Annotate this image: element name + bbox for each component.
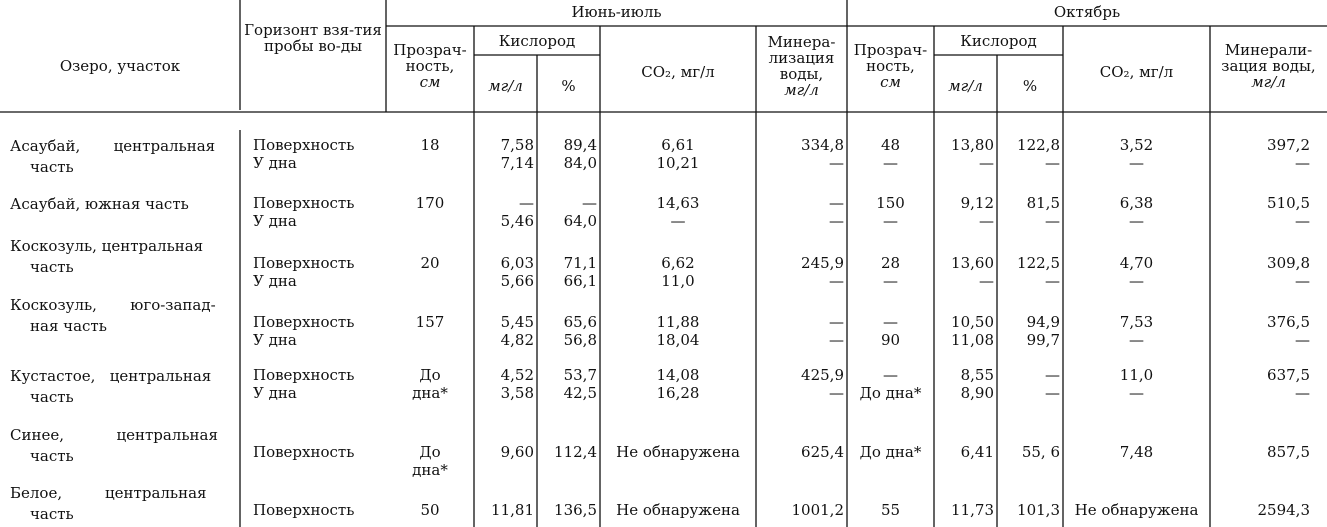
cell-jj-o2mg: 3,58 bbox=[500, 384, 534, 402]
cell-jj-o2pct: 64,0 bbox=[563, 212, 597, 230]
cell-oct-min: 397,2 bbox=[1267, 136, 1310, 154]
cell-oct-co2: 7,53 bbox=[1119, 313, 1154, 331]
cell-jj-min: 334,8 bbox=[801, 136, 844, 154]
cell-oct-transp: 28 bbox=[880, 254, 901, 272]
cell-jj-o2mg: 6,03 bbox=[500, 254, 534, 272]
header-october: Октябрь bbox=[1053, 3, 1121, 21]
cell-oct-co2: — bbox=[1129, 212, 1144, 230]
cell-oct-transp: — bbox=[883, 212, 898, 230]
cell-oct-min: — bbox=[1295, 384, 1310, 402]
cell-jj-o2mg: 11,81 bbox=[491, 501, 534, 519]
cell-jj-min: — bbox=[829, 313, 844, 331]
cell-jj-o2pct: 89,4 bbox=[563, 136, 597, 154]
cell-oct-co2: — bbox=[1129, 154, 1144, 172]
cell-oct-o2pct: 99,7 bbox=[1026, 331, 1060, 349]
cell-jj-co2: Не обнаружена bbox=[616, 443, 740, 461]
cell-horizons: Поверхность bbox=[253, 136, 355, 154]
cell-jj-min: 1001,2 bbox=[791, 501, 844, 519]
cell-jj-min: — bbox=[829, 212, 844, 230]
cell-horizons: У дна bbox=[253, 154, 297, 172]
cell-oct-o2mg: 8,55 bbox=[960, 366, 994, 384]
cell-oct-o2mg: — bbox=[979, 212, 994, 230]
cell-jj-o2pct: 56,8 bbox=[563, 331, 597, 349]
cell-jj-o2mg: — bbox=[519, 194, 534, 212]
cell-jj-transp: До bbox=[419, 443, 441, 461]
cell-horizons: Поверхность bbox=[253, 443, 355, 461]
cell-oct-o2pct: — bbox=[1045, 366, 1060, 384]
cell-oct-o2mg: 6,41 bbox=[960, 443, 994, 461]
header-jj-mineral bbox=[756, 34, 847, 98]
header-oct-mineral-unit: мг/л bbox=[1251, 73, 1286, 91]
header-jj-oxygen: Кислород bbox=[498, 32, 576, 50]
cell-jj-o2mg: 7,14 bbox=[500, 154, 534, 172]
cell-oct-o2pct: — bbox=[1045, 272, 1060, 290]
cell-oct-o2mg: 11,73 bbox=[951, 501, 994, 519]
cell-jj-co2: Не обнаружена bbox=[616, 501, 740, 519]
cell-jj-min: — bbox=[829, 384, 844, 402]
cell-jj-o2mg: 5,66 bbox=[500, 272, 534, 290]
cell-horizons: Поверхность bbox=[253, 254, 355, 272]
cell-jj-transp: дна* bbox=[412, 384, 448, 402]
cell-jj-transp: До bbox=[419, 366, 441, 384]
cell-horizons: У дна bbox=[253, 212, 297, 230]
cell-oct-min: — bbox=[1295, 272, 1310, 290]
lake-name: Коскозуль, центральная bbox=[10, 237, 204, 255]
header-jj-oxygen-pct: % bbox=[561, 77, 576, 95]
cell-jj-o2pct: 53,7 bbox=[563, 366, 597, 384]
cell-jj-o2pct: 42,5 bbox=[563, 384, 597, 402]
cell-jj-co2: 16,28 bbox=[656, 384, 700, 402]
cell-oct-min: 857,5 bbox=[1267, 443, 1310, 461]
cell-oct-transp: До дна* bbox=[859, 443, 922, 461]
header-oct-oxygen-mg: мг/л bbox=[948, 77, 983, 95]
cell-jj-min: — bbox=[829, 272, 844, 290]
header-oct-mineral bbox=[1210, 42, 1327, 90]
header-jj-transparency bbox=[386, 42, 474, 90]
cell-jj-o2pct: 71,1 bbox=[563, 254, 597, 272]
lake-name: часть bbox=[30, 388, 74, 406]
header-jj-transparency-unit: см bbox=[419, 73, 441, 91]
header-lake: Озеро, участок bbox=[59, 57, 181, 75]
cell-oct-transp: 48 bbox=[880, 136, 901, 154]
header-oct-co2: CO₂, мг/л bbox=[1099, 63, 1174, 81]
cell-jj-o2mg: 9,60 bbox=[500, 443, 534, 461]
cell-jj-min: — bbox=[829, 331, 844, 349]
cell-oct-o2mg: 13,60 bbox=[951, 254, 994, 272]
cell-oct-o2pct: 122,8 bbox=[1017, 136, 1060, 154]
cell-oct-transp: — bbox=[883, 366, 898, 384]
cell-jj-co2: 14,08 bbox=[656, 366, 700, 384]
header-jj-co2: CO₂, мг/л bbox=[641, 63, 715, 81]
cell-oct-o2pct: — bbox=[1045, 154, 1060, 172]
lake-name: часть bbox=[30, 158, 74, 176]
cell-oct-min: — bbox=[1295, 212, 1310, 230]
header-jj-oxygen-mg: мг/л bbox=[488, 77, 523, 95]
cell-oct-o2mg: — bbox=[979, 272, 994, 290]
cell-oct-min: 2594,3 bbox=[1257, 501, 1310, 519]
lake-name: Асаубай, центральная bbox=[10, 137, 216, 155]
cell-jj-co2: 11,0 bbox=[661, 272, 695, 290]
cell-jj-o2pct: 65,6 bbox=[563, 313, 597, 331]
lake-name: часть bbox=[30, 505, 74, 523]
cell-jj-co2: 6,62 bbox=[661, 254, 695, 272]
cell-oct-transp: 150 bbox=[876, 194, 905, 212]
cell-jj-co2: 11,88 bbox=[656, 313, 700, 331]
header-jj-mineral-unit: мг/л bbox=[784, 81, 819, 99]
cell-jj-co2: 6,61 bbox=[661, 136, 695, 154]
cell-jj-min: 425,9 bbox=[801, 366, 844, 384]
cell-oct-co2: 3,52 bbox=[1119, 136, 1154, 154]
cell-oct-o2pct: — bbox=[1045, 212, 1060, 230]
cell-oct-o2mg: 11,08 bbox=[951, 331, 994, 349]
cell-oct-transp: 90 bbox=[880, 331, 901, 349]
cell-jj-transp: 157 bbox=[415, 313, 445, 331]
cell-horizons: У дна bbox=[253, 272, 297, 290]
header-oct-transparency bbox=[847, 42, 934, 90]
header-jj-transparency-label: Прозрач-ность, bbox=[393, 41, 467, 75]
cell-jj-o2mg: 5,46 bbox=[500, 212, 534, 230]
cell-jj-o2pct: 136,5 bbox=[554, 501, 597, 519]
cell-oct-min: 309,8 bbox=[1267, 254, 1310, 272]
cell-oct-co2: — bbox=[1129, 331, 1144, 349]
cell-jj-co2: — bbox=[670, 212, 686, 230]
cell-oct-transp: До дна* bbox=[859, 384, 922, 402]
cell-oct-o2pct: 122,5 bbox=[1017, 254, 1060, 272]
header-oct-mineral-label: Минерали-зация воды, bbox=[1221, 41, 1316, 75]
cell-oct-o2mg: 10,50 bbox=[951, 313, 994, 331]
cell-jj-o2pct: — bbox=[582, 194, 597, 212]
header-june-july: Июнь-июль bbox=[571, 3, 662, 21]
cell-jj-o2mg: 4,82 bbox=[500, 331, 534, 349]
lake-name: Асаубай, южная часть bbox=[10, 195, 189, 213]
header-oct-transparency-label: Прозрач-ность, bbox=[853, 41, 928, 75]
cell-horizons: У дна bbox=[253, 331, 297, 349]
cell-oct-min: 376,5 bbox=[1267, 313, 1310, 331]
cell-jj-o2mg: 4,52 bbox=[500, 366, 534, 384]
cell-jj-transp: 20 bbox=[420, 254, 440, 272]
cell-oct-o2pct: — bbox=[1045, 384, 1060, 402]
cell-jj-transp: 50 bbox=[420, 501, 440, 519]
cell-horizons: Поверхность bbox=[253, 194, 355, 212]
cell-oct-co2: 7,48 bbox=[1119, 443, 1154, 461]
cell-jj-min: 245,9 bbox=[801, 254, 844, 272]
cell-oct-co2: Не обнаружена bbox=[1074, 501, 1199, 519]
cell-oct-co2: 4,70 bbox=[1119, 254, 1154, 272]
cell-oct-o2mg: — bbox=[979, 154, 994, 172]
cell-oct-min: 637,5 bbox=[1267, 366, 1310, 384]
cell-oct-o2pct: 81,5 bbox=[1026, 194, 1060, 212]
cell-oct-min: — bbox=[1295, 154, 1310, 172]
header-oct-oxygen: Кислород bbox=[960, 32, 1037, 50]
header-horizon: Горизонт взя-тия пробы во-ды bbox=[244, 21, 382, 55]
cell-jj-co2: 14,63 bbox=[656, 194, 700, 212]
cell-jj-min: — bbox=[829, 194, 844, 212]
cell-oct-co2: — bbox=[1129, 272, 1144, 290]
cell-horizons: Поверхность bbox=[253, 313, 355, 331]
cell-oct-transp: — bbox=[883, 313, 898, 331]
cell-jj-co2: 10,21 bbox=[656, 154, 700, 172]
lake-name: Коскозуль, юго-запад- bbox=[10, 296, 216, 314]
cell-jj-min: — bbox=[829, 154, 844, 172]
cell-oct-transp: — bbox=[883, 154, 898, 172]
cell-oct-o2mg: 9,12 bbox=[960, 194, 994, 212]
header-jj-mineral-label: Минера-лизация воды, bbox=[767, 33, 836, 83]
cell-jj-transp: 170 bbox=[415, 194, 445, 212]
cell-horizons: Поверхность bbox=[253, 366, 355, 384]
lake-name: ная часть bbox=[30, 317, 107, 335]
cell-oct-min: — bbox=[1295, 331, 1310, 349]
lake-name: Синее, центральная bbox=[10, 426, 218, 444]
cell-jj-transp: дна* bbox=[412, 461, 448, 479]
cell-oct-o2pct: 55, 6 bbox=[1021, 443, 1060, 461]
cell-oct-transp: 55 bbox=[880, 501, 901, 519]
cell-horizons: У дна bbox=[253, 384, 297, 402]
cell-oct-min: 510,5 bbox=[1267, 194, 1310, 212]
cell-jj-o2pct: 66,1 bbox=[563, 272, 597, 290]
cell-oct-o2mg: 13,80 bbox=[951, 136, 994, 154]
lake-name: Кустастое, центральная bbox=[10, 367, 212, 385]
cell-jj-o2pct: 84,0 bbox=[563, 154, 597, 172]
cell-jj-min: 625,4 bbox=[801, 443, 844, 461]
cell-oct-o2pct: 94,9 bbox=[1026, 313, 1060, 331]
cell-jj-o2mg: 5,45 bbox=[500, 313, 534, 331]
cell-oct-transp: — bbox=[883, 272, 898, 290]
cell-horizons: Поверхность bbox=[253, 501, 355, 519]
cell-jj-transp: 18 bbox=[420, 136, 440, 154]
lake-name: часть bbox=[30, 447, 74, 465]
cell-oct-o2mg: 8,90 bbox=[960, 384, 994, 402]
cell-oct-o2pct: 101,3 bbox=[1017, 501, 1060, 519]
lake-name: часть bbox=[30, 258, 74, 276]
header-oct-transparency-unit: см bbox=[880, 73, 901, 91]
lake-name: Белое, центральная bbox=[10, 484, 207, 502]
cell-oct-co2: 6,38 bbox=[1119, 194, 1154, 212]
cell-jj-co2: 18,04 bbox=[656, 331, 700, 349]
cell-jj-o2mg: 7,58 bbox=[500, 136, 534, 154]
header-oct-oxygen-pct: % bbox=[1022, 77, 1038, 95]
cell-oct-co2: 11,0 bbox=[1119, 366, 1154, 384]
cell-oct-co2: — bbox=[1129, 384, 1144, 402]
cell-jj-o2pct: 112,4 bbox=[554, 443, 597, 461]
